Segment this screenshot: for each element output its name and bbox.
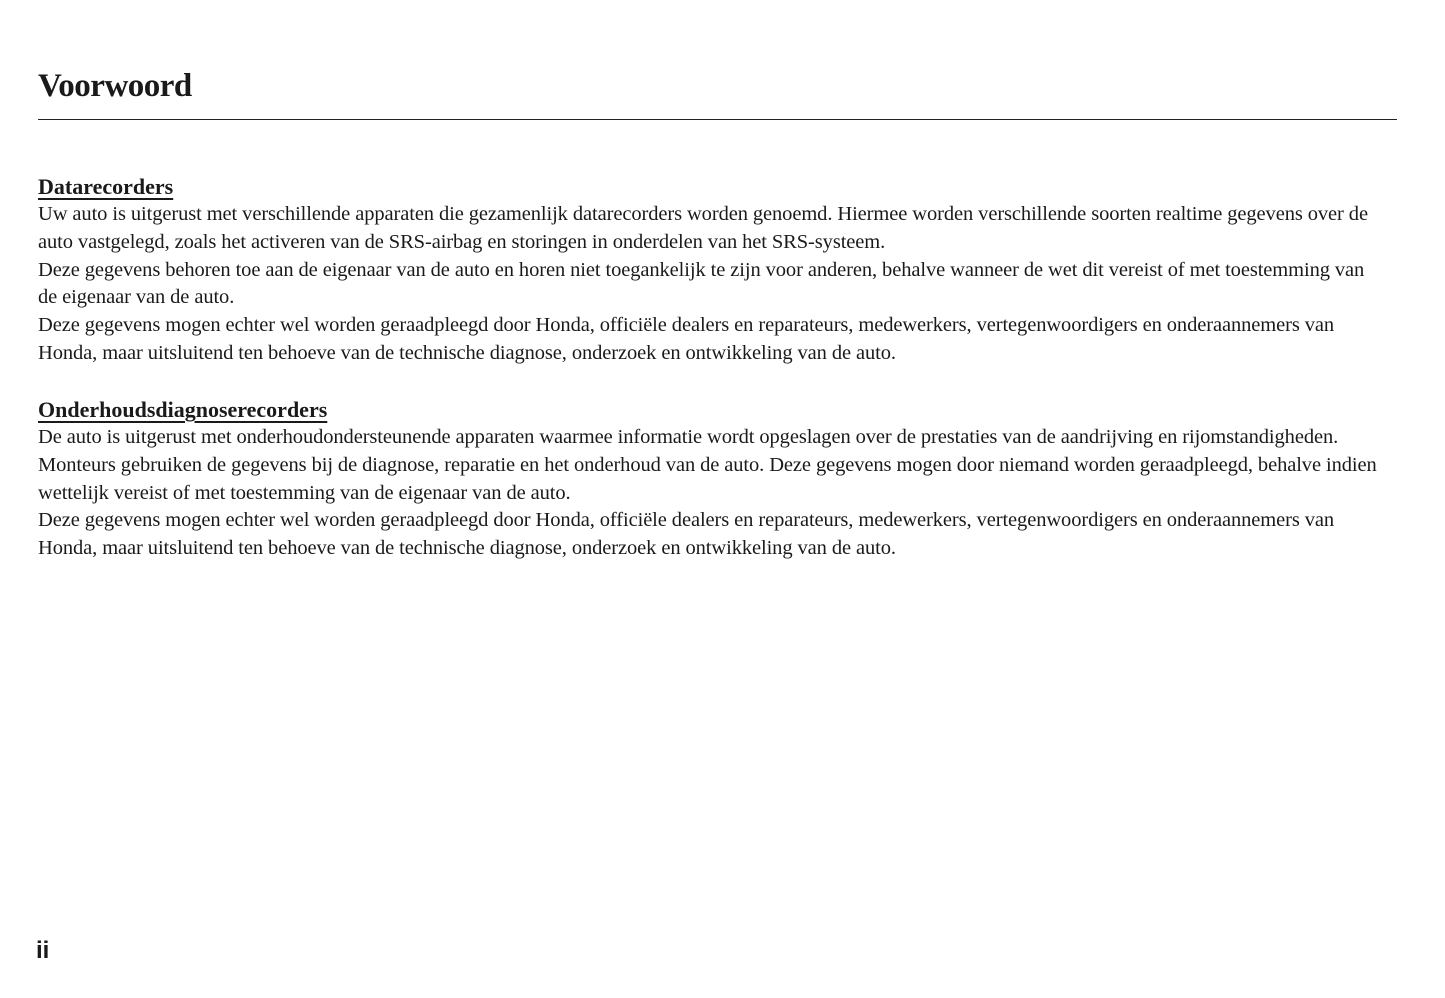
section-heading: Datarecorders (38, 174, 174, 199)
title-divider (38, 119, 1397, 120)
section-datarecorders (38, 173, 1378, 368)
section-paragraph: Deze gegevens mogen echter wel worden geraadpleegd door Honda, officiële dealers en reparateurs, medewerkers, vertegenwoordigers en onderaannemers van Honda, maar uitsluitend ten behoeve van de technische diagnose, onderzoek en ontwikkeling van de auto. (38, 314, 1335, 364)
section-onderhoudsdiagnoserecorders (38, 396, 1378, 563)
section-paragraph: Uw auto is uitgerust met verschillende apparaten die gezamenlijk datarecorders worden genoemd. Hiermee worden verschillende soorten realtime gegevens over de auto vastgelegd, zoals het activeren van de SRS-airbag en storingen in onderdelen van het SRS-systeem. (38, 203, 1368, 253)
section-paragraph: De auto is uitgerust met onderhoudondersteunende apparaten waarmee informatie wordt opgeslagen over de prestaties van de aandrijving en rijomstandigheden. Monteurs gebruiken de gegevens bij de diagnose, reparatie en het onderhoud van de auto. Deze gegevens mogen door niemand worden geraadpleegd, behalve indien wettelijk vereist of met toestemming van de eigenaar van de auto. (38, 426, 1377, 504)
section-heading: Onderhoudsdiagnoserecorders (38, 397, 328, 422)
section-paragraph: Deze gegevens mogen echter wel worden geraadpleegd door Honda, officiële dealers en reparateurs, medewerkers, vertegenwoordigers en onderaannemers van Honda, maar uitsluitend ten behoeve van de technische diagnose, onderzoek en ontwikkeling van de auto. (38, 509, 1335, 560)
page-number: ii (36, 937, 50, 964)
page-title: Voorwoord (38, 68, 192, 104)
section-paragraph: Deze gegevens behoren toe aan de eigenaar van de auto en horen niet toegankelijk te zijn voor anderen, behalve wanneer de wet dit vereist of met toestemming van de eigenaar van de auto. (38, 258, 1365, 309)
